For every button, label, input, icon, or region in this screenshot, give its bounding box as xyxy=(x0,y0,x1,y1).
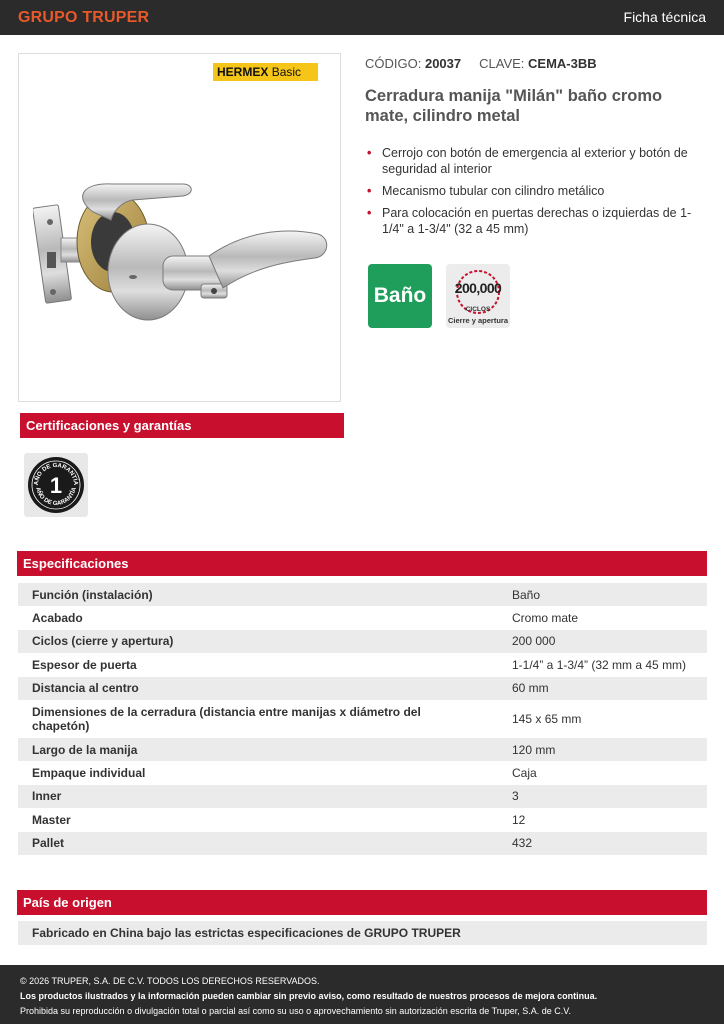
product-key: CEMA-3BB xyxy=(528,56,597,71)
spec-value: 12 xyxy=(512,812,526,827)
spec-label: Master xyxy=(32,812,71,827)
spec-label: Dimensiones de la cerradura (distancia entre manijas x diámetro del chapetón) xyxy=(32,704,421,733)
product-image-frame xyxy=(18,53,341,402)
table-row xyxy=(18,630,707,653)
footer-copyright: © 2026 TRUPER, S.A. DE C.V. TODOS LOS DERECHOS RESERVADOS. xyxy=(20,976,320,986)
spec-value: Baño xyxy=(498,583,707,606)
spec-label: Función (instalación) xyxy=(18,583,498,606)
brand-badge-light: Basic xyxy=(271,65,302,79)
spec-label: Pallet xyxy=(18,832,498,855)
product-code-line xyxy=(365,56,597,71)
footer-legal: Prohibida su reproducción o divulgación total o parcial así como su uso o aprovechamiento sin autorización escrita de Truper, S.A. de C.V. xyxy=(20,1006,571,1016)
top-header-bar xyxy=(0,0,724,35)
table-row xyxy=(18,761,707,784)
product-code: 20037 xyxy=(424,56,462,71)
origin-text: Fabricado en China bajo las estrictas especificaciones de GRUPO TRUPER xyxy=(18,921,707,945)
bathroom-use-tag: Baño xyxy=(368,264,432,328)
table-row xyxy=(18,808,707,831)
warranty-number: 1 xyxy=(49,473,63,498)
brand-badge-strong: HERMEX xyxy=(217,65,269,79)
cycles-caption: Cierre y apertura xyxy=(447,316,509,325)
table-row xyxy=(18,832,707,855)
spec-label: Acabado xyxy=(32,611,83,626)
warranty-badge xyxy=(24,453,88,517)
spec-value: 432 xyxy=(498,832,707,855)
spec-value: 1-1/4” a 1-3/4” (32 mm a 45 mm) xyxy=(512,657,687,672)
certifications-header: Certificaciones y garantías xyxy=(20,413,344,438)
spec-label: Ciclos (cierre y apertura) xyxy=(18,630,498,653)
table-row xyxy=(18,606,707,629)
footer xyxy=(0,965,724,1024)
table-row xyxy=(18,677,707,700)
feature-list xyxy=(367,145,697,243)
spec-label: Espesor de puerta xyxy=(32,657,137,672)
table-row xyxy=(18,700,707,738)
spec-value: 120 mm xyxy=(498,738,707,761)
code-label: CÓDIGO: xyxy=(365,56,422,71)
cycles-value: 200,000 xyxy=(454,280,502,296)
origin-header: País de origen xyxy=(17,890,707,915)
table-row xyxy=(18,738,707,761)
table-row xyxy=(18,583,707,606)
hermex-brand-badge xyxy=(213,63,318,81)
warranty-seal-icon xyxy=(24,453,88,517)
spec-value: 60 mm xyxy=(498,677,707,700)
cycles-tag xyxy=(446,264,510,328)
table-row xyxy=(18,653,707,676)
cycles-unit: CICLOS xyxy=(465,306,491,313)
svg-text:AÑO DE GARANTÍA: AÑO DE GARANTÍA xyxy=(34,486,78,508)
feature-item: • Para colocación en puertas derechas o izquierdas de 1-1/4" a 1-3/4" (32 a 45 mm) xyxy=(367,206,692,236)
feature-item: • Cerrojo con botón de emergencia al exterior y botón de seguridad al interior xyxy=(367,146,688,176)
key-label: CLAVE: xyxy=(479,56,525,71)
specifications-header: Especificaciones xyxy=(17,551,707,576)
spec-value: Caja xyxy=(512,766,537,781)
brand-logo: GRUPO TRUPER xyxy=(18,9,150,26)
table-row xyxy=(18,785,707,808)
svg-text:AÑO DE GARANTÍA: AÑO DE GARANTÍA xyxy=(33,462,79,486)
spec-label: Inner xyxy=(18,785,498,808)
specifications-table xyxy=(18,583,707,855)
spec-value: 200 000 xyxy=(498,630,707,653)
spec-value: Cromo mate xyxy=(512,611,579,626)
feature-item: • Mecanismo tubular con cilindro metálico xyxy=(367,184,605,198)
spec-label: Largo de la manija xyxy=(18,738,498,761)
product-title: Cerradura manija "Milán" baño cromo mate, cilindro metal xyxy=(365,87,663,125)
spec-value: 145 x 65 mm xyxy=(512,711,582,726)
spec-value: 3 xyxy=(498,785,707,808)
door-lever-lock-image xyxy=(33,172,328,362)
spec-label: Distancia al centro xyxy=(18,677,498,700)
footer-notice: Los productos ilustrados y la información pueden cambiar sin previo aviso, como resultado de nuestros procesos de mejora continua. xyxy=(20,991,598,1001)
spec-label: Empaque individual xyxy=(32,766,146,781)
sheet-title: Ficha técnica xyxy=(623,9,706,25)
